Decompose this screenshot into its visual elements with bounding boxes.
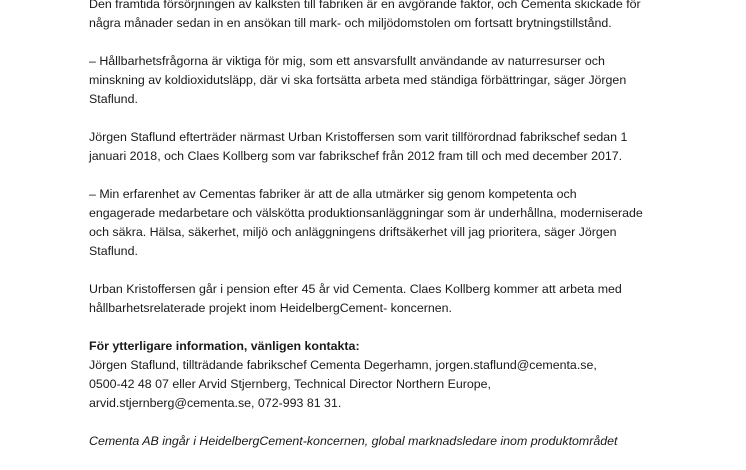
text-line: Den framtida försörjningen av kalksten till fabriken är en avgörande faktor, och Cementa skickade för: [89, 0, 641, 11]
contact-line: arvid.stjernberg@cementa.se, 072-993 81 31.: [89, 396, 342, 410]
text-line: Jörgen Staflund efterträder närmast Urban Kristoffersen som varit tillförordnad fabrikschef sedan 1: [89, 130, 628, 144]
contact-section: [89, 337, 669, 413]
text-line: engagerade medarbetare och välskötta produktionsanläggningar som är underhållna, moderniserade: [89, 206, 643, 220]
paragraph-sustainability-quote: [89, 52, 669, 109]
footer-line: Cementa AB ingår i HeidelbergCement-koncernen, global marknadsledare inom produktområdet: [89, 434, 618, 448]
text-line: minskning av koldioxidutsläpp, där vi ska fortsätta arbeta med ständiga förbättringar, säger Jörgen: [89, 73, 627, 87]
contact-heading: För ytterligare information, vänligen kontakta:: [89, 339, 360, 353]
contact-line: 0500-42 48 07 eller Arvid Stjernberg, Technical Director Northern Europe,: [89, 377, 491, 391]
text-line: Urban Kristoffersen går i pension efter 45 år vid Cementa. Claes Kollberg kommer att arbeta med: [89, 282, 622, 296]
document-body: [89, 0, 669, 470]
paragraph-experience-quote: [89, 185, 669, 261]
paragraph-succession: [89, 128, 669, 166]
text-line: januari 2018, och Claes Kollberg som var fabrikschef från 2012 fram till och med december 2017.: [89, 149, 623, 163]
company-footer: [89, 432, 669, 451]
contact-line: Jörgen Staflund, tillträdande fabrikschef Cementa Degerhamn, jorgen.staflund@cementa.se,: [89, 358, 597, 372]
text-line: några månader sedan in en ansökan till mark- och miljödomstolen om fortsatt brytningstillstånd.: [89, 16, 612, 30]
text-line: Staflund.: [89, 92, 138, 106]
paragraph-retirement: [89, 280, 669, 318]
text-line: – Min erfarenhet av Cementas fabriker är att de alla utmärker sig genom kompetenta och: [89, 187, 577, 201]
text-line: Staflund.: [89, 244, 138, 258]
text-line: – Hållbarhetsfrågorna är viktiga för mig, som ett ansvarsfullt användande av naturresurser och: [89, 54, 605, 68]
text-line: och säkra. Hälsa, säkerhet, miljö och anläggningens driftsäkerhet vill jag prioritera, säger Jörgen: [89, 225, 617, 239]
text-line: hållbarhetsrelaterade projekt inom HeidelbergCement- koncernen.: [89, 301, 452, 315]
paragraph-limestone-supply: [89, 0, 669, 33]
